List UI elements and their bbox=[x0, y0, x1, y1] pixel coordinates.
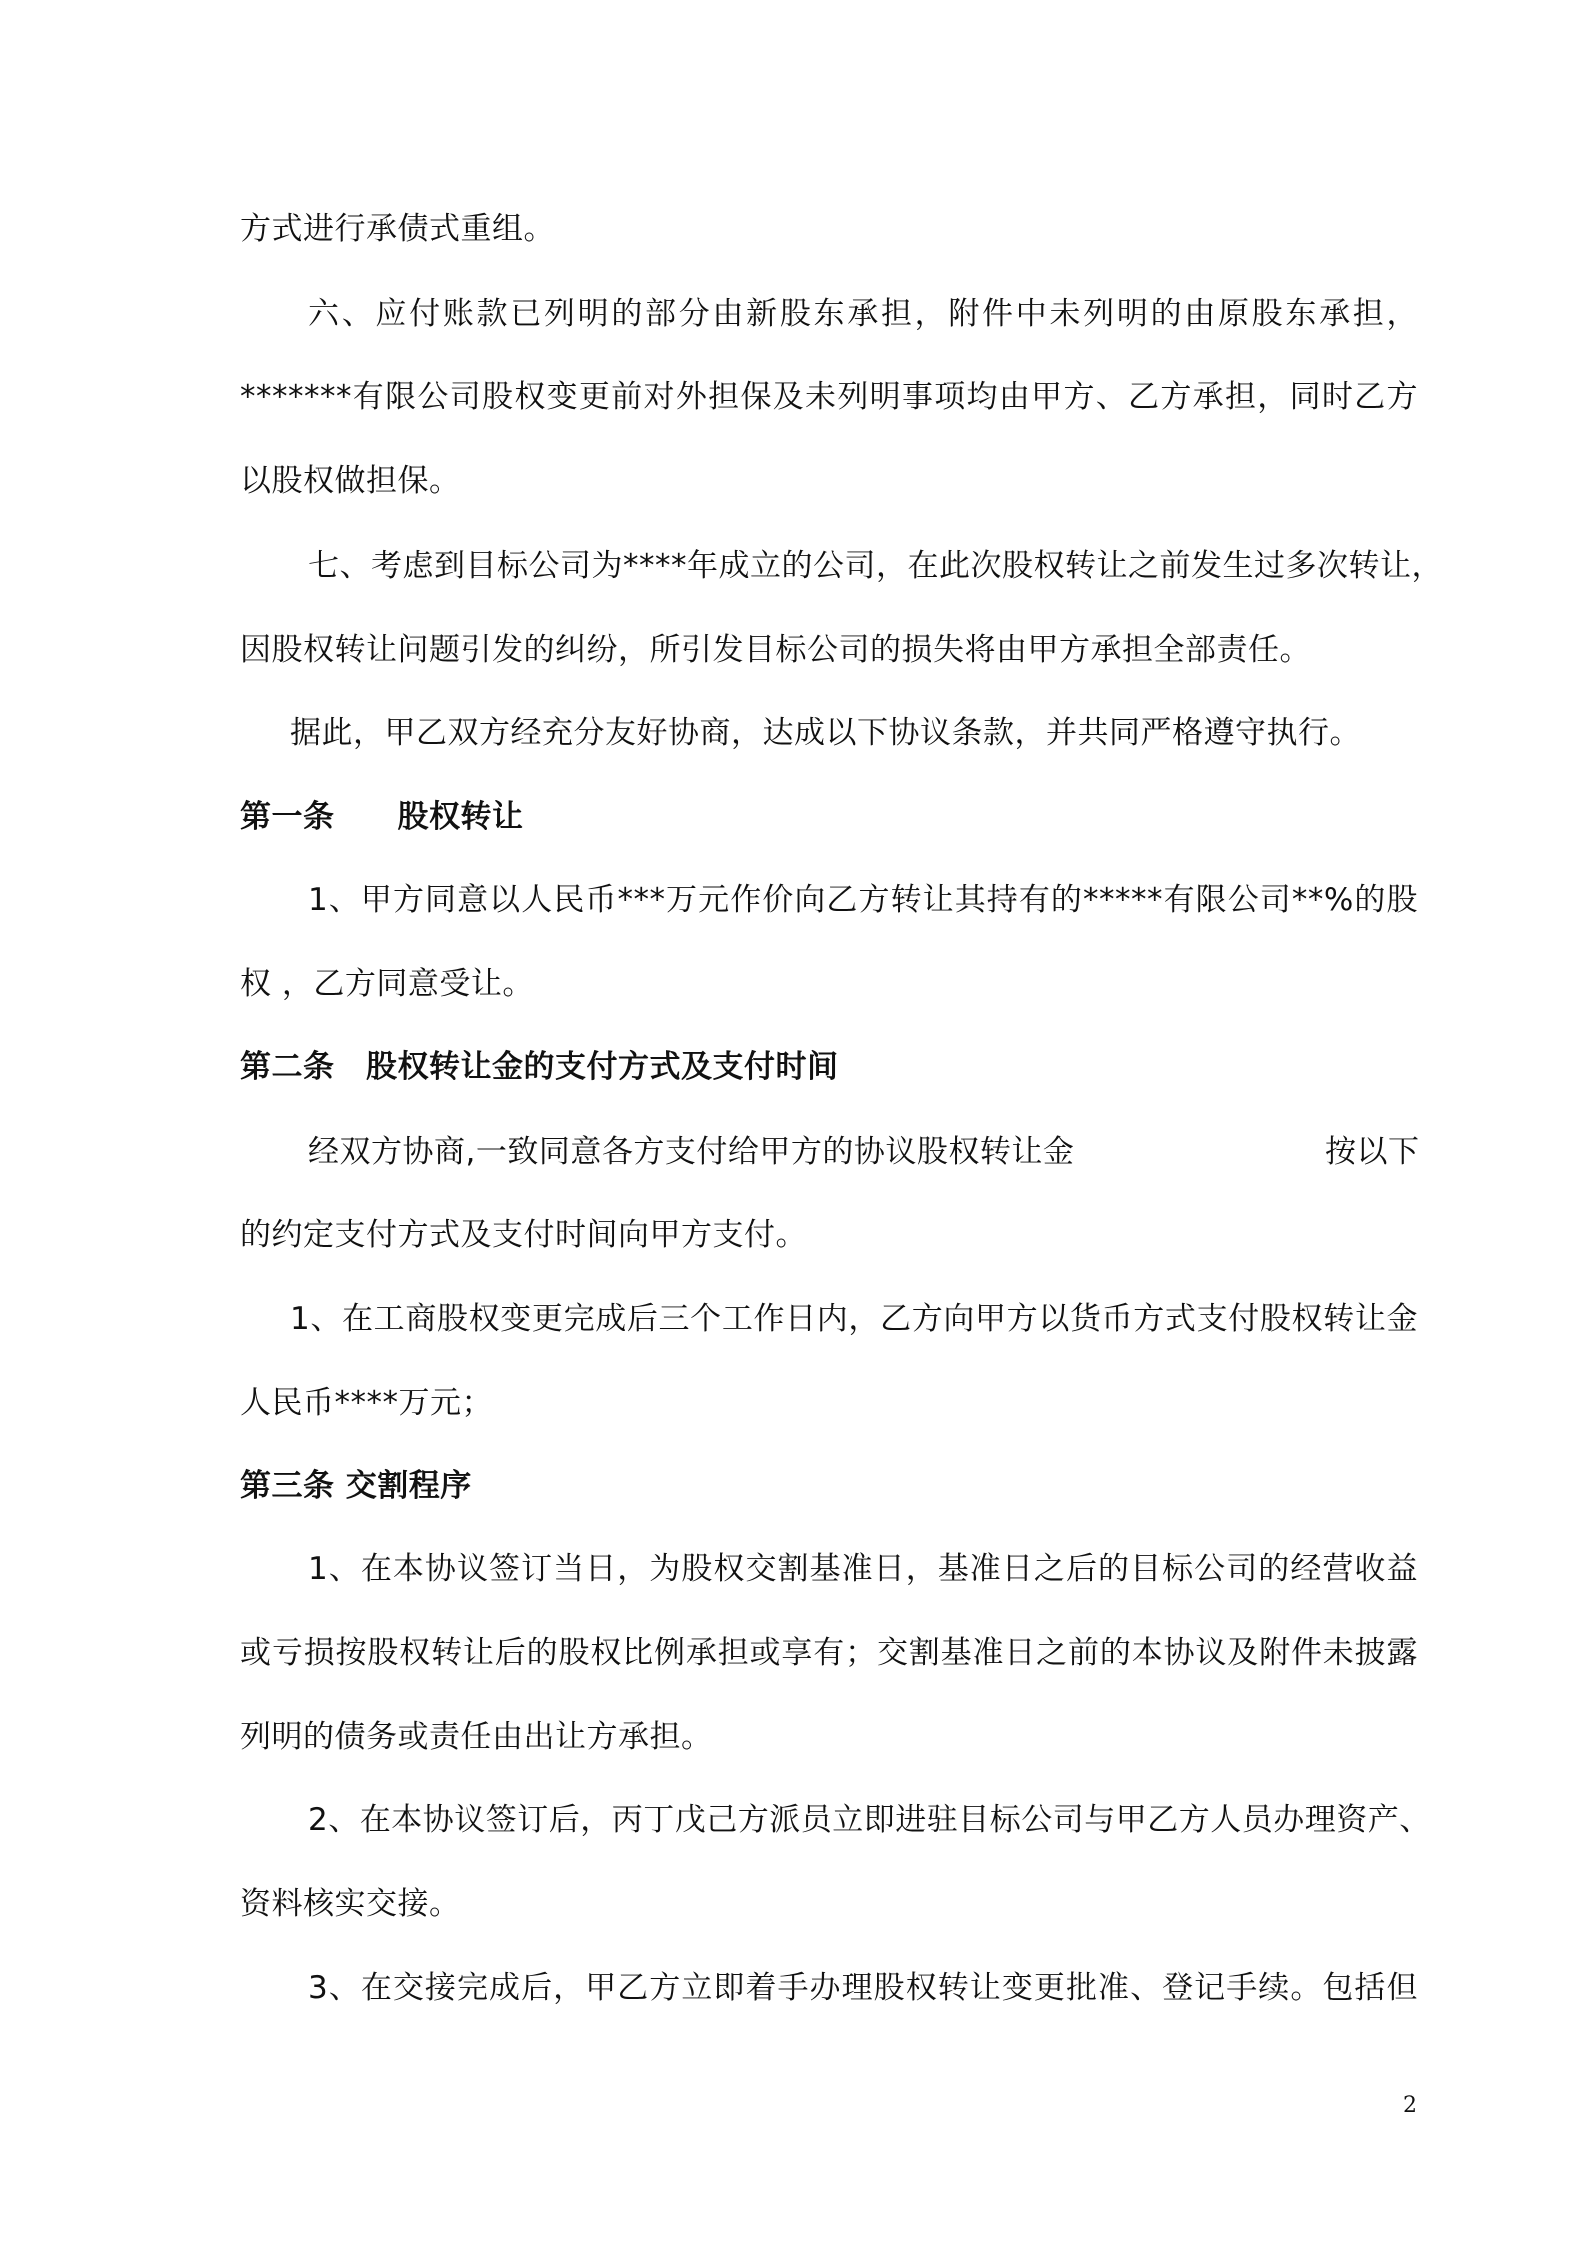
article-two-intro-line-1: 经双方协商,一致同意各方支付给甲方的协议股权转让金 bbox=[308, 1134, 1075, 1170]
article-three-item-1-line-2: 或亏损按股权转让后的股权比例承担或享有；交割基准日之前的本协议及附件未披露 bbox=[240, 1635, 1418, 1671]
clause-six-line-2: *******有限公司股权变更前对外担保及未列明事项均由甲方、乙方承担，同时乙方 bbox=[240, 379, 1418, 415]
preamble-line: 据此，甲乙双方经充分友好协商，达成以下协议条款，并共同严格遵守执行。 bbox=[290, 715, 1361, 751]
page-number: 2 bbox=[1403, 2093, 1417, 2118]
text-line: 方式进行承债式重组。 bbox=[240, 211, 555, 247]
article-three-item-3-line-1: 3、在交接完成后，甲乙方立即着手办理股权转让变更批准、登记手续。包括但 bbox=[308, 1970, 1418, 2006]
article-two-intro-line-2: 的约定支付方式及支付时间向甲方支付。 bbox=[240, 1217, 807, 1253]
article-two-item-1-line-2: 人民币****万元； bbox=[240, 1385, 493, 1421]
article-two-item-1-line-1: 1、在工商股权变更完成后三个工作日内，乙方向甲方以货币方式支付股权转让金 bbox=[290, 1301, 1418, 1337]
clause-six-line-3: 以股权做担保。 bbox=[240, 463, 461, 499]
clause-seven-line-2: 因股权转让问题引发的纠纷，所引发目标公司的损失将由甲方承担全部责任。 bbox=[240, 632, 1311, 668]
clause-seven-line-1: 七、考虑到目标公司为****年成立的公司，在此次股权转让之前发生过多次转让， bbox=[308, 548, 1443, 584]
article-one-heading: 第一条 股权转让 bbox=[240, 799, 524, 835]
article-one-item-1-line-2: 权 ，乙方同意受让。 bbox=[240, 966, 534, 1002]
article-three-heading: 第三条 交割程序 bbox=[240, 1468, 472, 1504]
article-three-item-1-line-3: 列明的债务或责任由出让方承担。 bbox=[240, 1719, 713, 1755]
article-one-item-1-line-1: 1、甲方同意以人民币***万元作价向乙方转让其持有的*****有限公司**%的股 bbox=[308, 882, 1418, 918]
article-three-item-2-line-1: 2、在本协议签订后，丙丁戊己方派员立即进驻目标公司与甲乙方人员办理资产、 bbox=[308, 1802, 1431, 1838]
article-two-heading: 第二条 股权转让金的支付方式及支付时间 bbox=[240, 1049, 839, 1085]
article-two-intro-line-1-end: 按以下 bbox=[1325, 1134, 1420, 1170]
clause-six-line-1: 六、应付账款已列明的部分由新股东承担，附件中未列明的由原股东承担， bbox=[308, 296, 1418, 332]
article-three-item-1-line-1: 1、在本协议签订当日，为股权交割基准日，基准日之后的目标公司的经营收益 bbox=[308, 1551, 1418, 1587]
article-three-item-2-line-2: 资料核实交接。 bbox=[240, 1886, 461, 1922]
